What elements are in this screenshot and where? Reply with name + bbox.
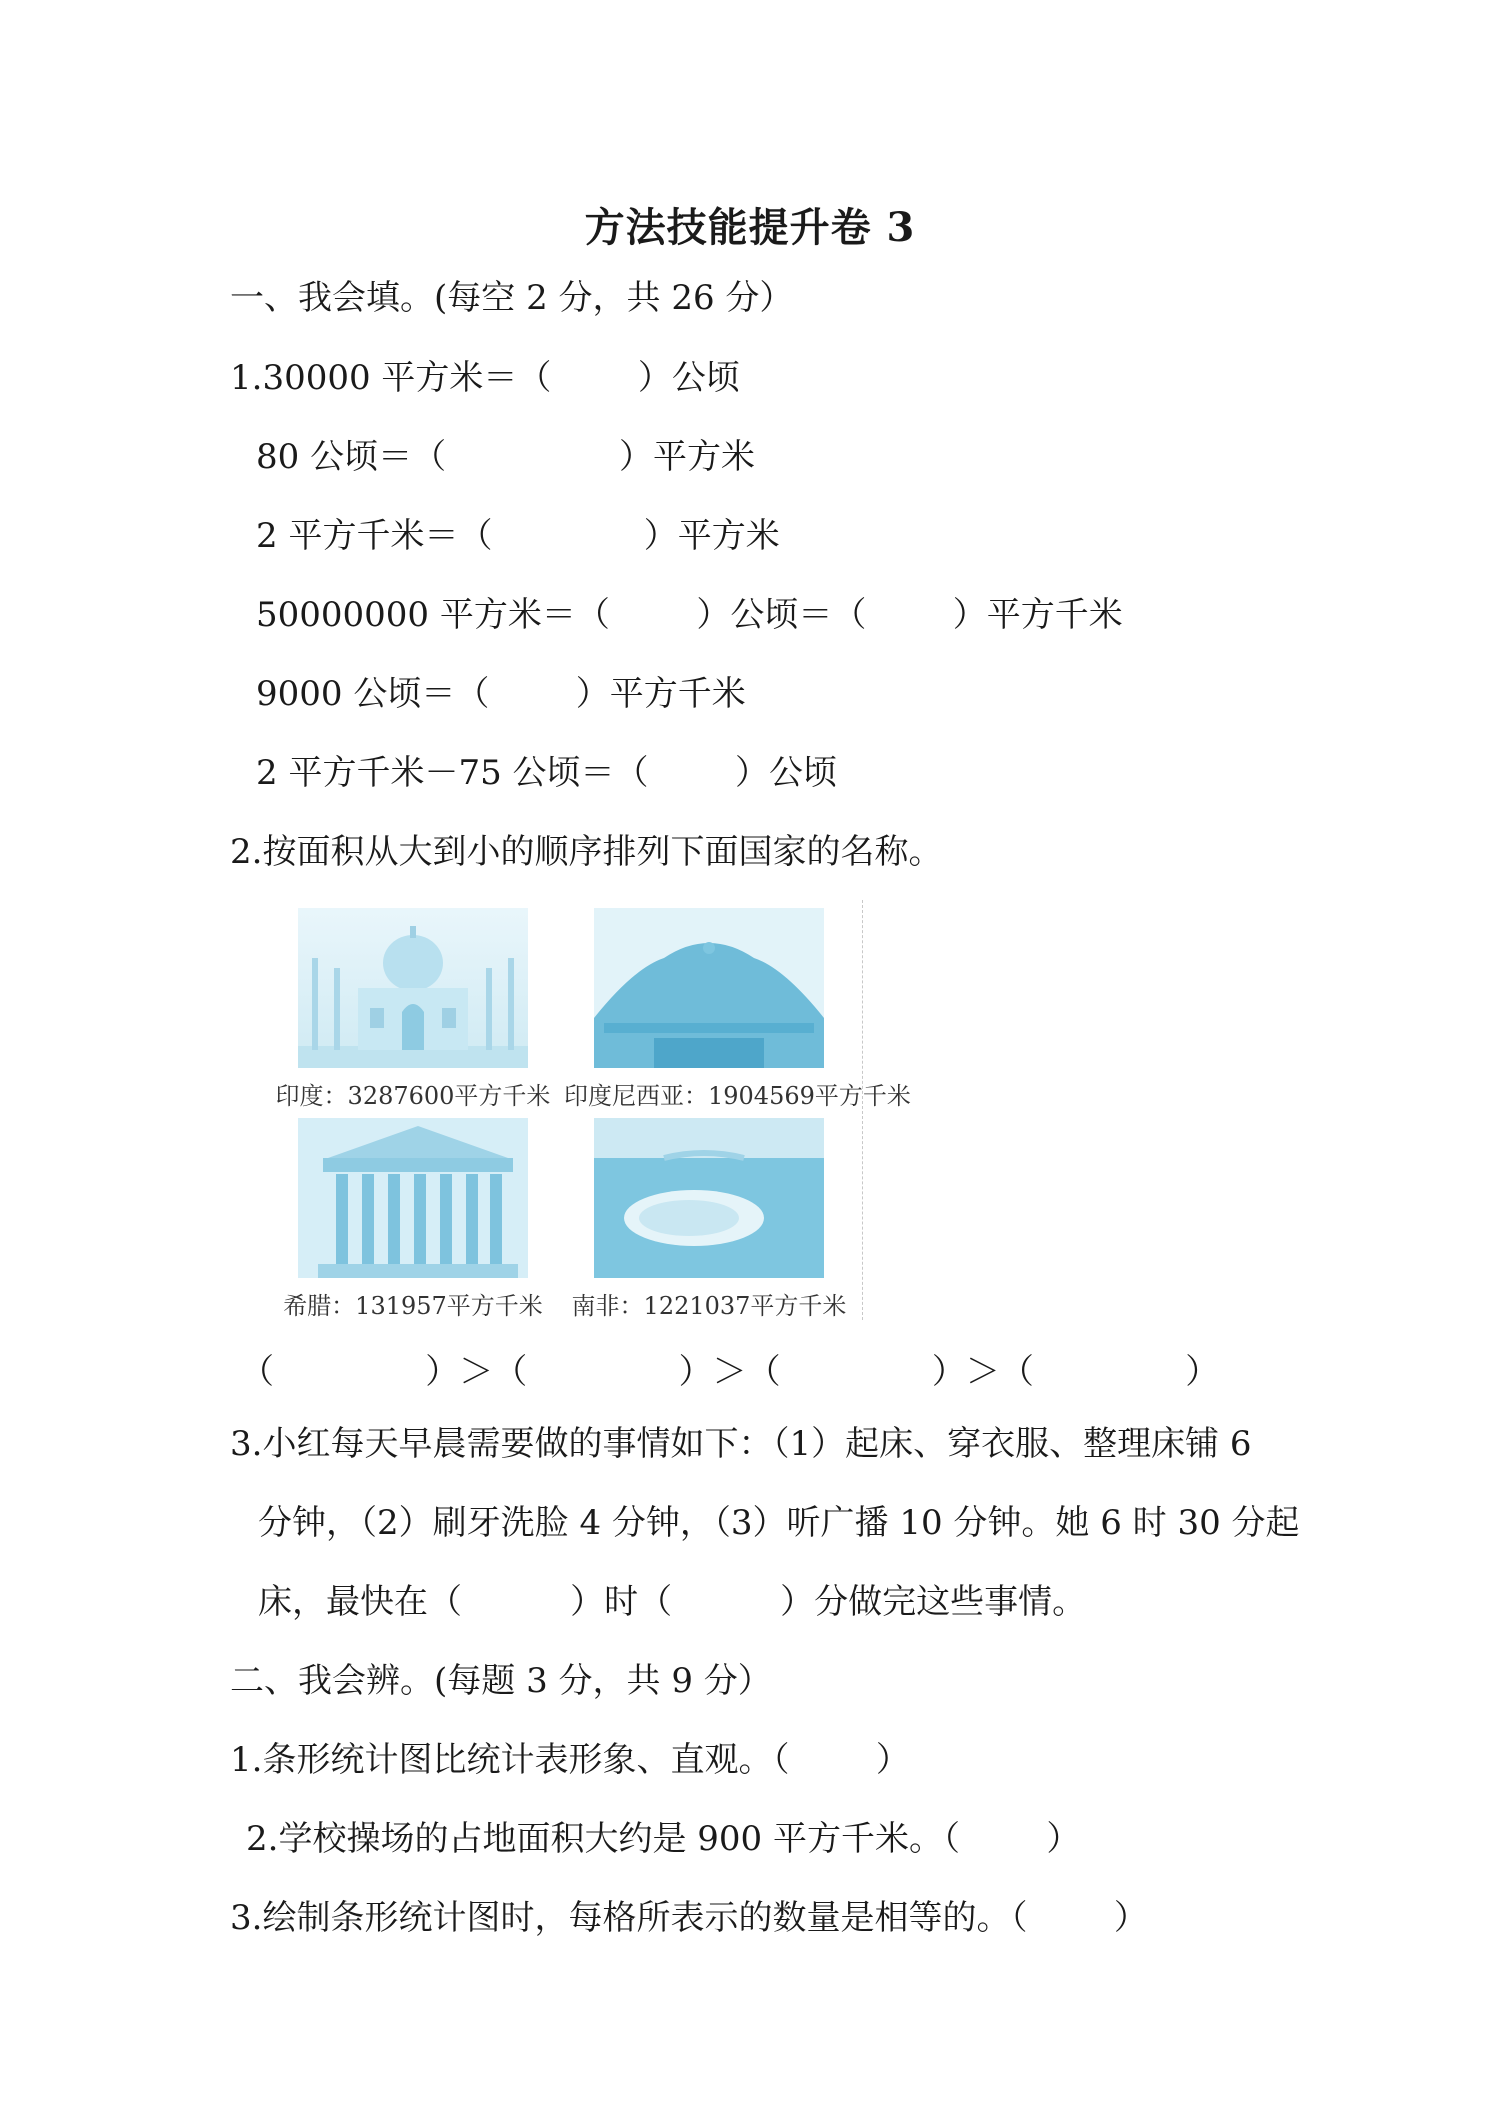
- island-aerial-image: [594, 1118, 824, 1278]
- country-card-greece: [268, 1118, 558, 1321]
- q1-line-3: 2 平方千米＝（ ）平方米: [256, 516, 780, 556]
- parthenon-image: [298, 1118, 528, 1278]
- q1-line-6: 2 平方千米－75 公顷＝（ ）公顷: [256, 753, 837, 793]
- caption-indonesia: 印度尼西亚：1904569平方千米: [564, 1082, 911, 1110]
- q1-line-4: 50000000 平方米＝（ ）公顷＝（ ）平方千米: [256, 595, 1123, 635]
- picture-divider: [862, 900, 863, 1320]
- ordering-answer-row: （ ）＞（ ）＞（ ）＞（ ）: [240, 1352, 1220, 1392]
- q3-line-3: 床，最快在（ ）时（ ）分做完这些事情。: [258, 1582, 1087, 1622]
- q1-line-1: 1.30000 平方米＝（ ）公顷: [230, 358, 740, 398]
- judge-item-1: 1.条形统计图比统计表形象、直观。（ ）: [230, 1740, 910, 1780]
- country-card-indonesia: [564, 908, 911, 1111]
- taj-mahal-image: [298, 908, 528, 1068]
- page-title: 方法技能提升卷 3: [584, 204, 916, 251]
- q2-prompt: 2.按面积从大到小的顺序排列下面国家的名称。: [230, 832, 943, 872]
- country-card-south-africa: [564, 1118, 854, 1321]
- q1-line-5: 9000 公顷＝（ ）平方千米: [256, 674, 746, 714]
- q3-line-2: 分钟，（2）刷牙洗脸 4 分钟，（3）听广播 10 分钟。她 6 时 30 分起: [258, 1503, 1300, 1543]
- q3-line-1: 3.小红每天早晨需要做的事情如下：（1）起床、穿衣服、整理床铺 6: [230, 1424, 1252, 1464]
- q1-line-2: 80 公顷＝（ ）平方米: [256, 437, 755, 477]
- caption-india: 印度：3287600平方千米: [275, 1082, 551, 1110]
- country-card-india: [268, 908, 558, 1111]
- judge-item-3: 3.绘制条形统计图时，每格所表示的数量是相等的。（ ）: [230, 1898, 1148, 1938]
- section2-heading: 二、我会辨。(每题 3 分，共 9 分）: [230, 1661, 772, 1701]
- country-picture-grid: [268, 900, 911, 1320]
- judge-item-2: 2.学校操场的占地面积大约是 900 平方千米。（ ）: [246, 1819, 1081, 1859]
- borobudur-temple-image: [594, 908, 824, 1068]
- section1-heading: 一、我会填。(每空 2 分，共 26 分）: [230, 278, 794, 318]
- caption-south-africa: 南非：1221037平方千米: [571, 1292, 847, 1320]
- caption-greece: 希腊：131957平方千米: [283, 1292, 543, 1320]
